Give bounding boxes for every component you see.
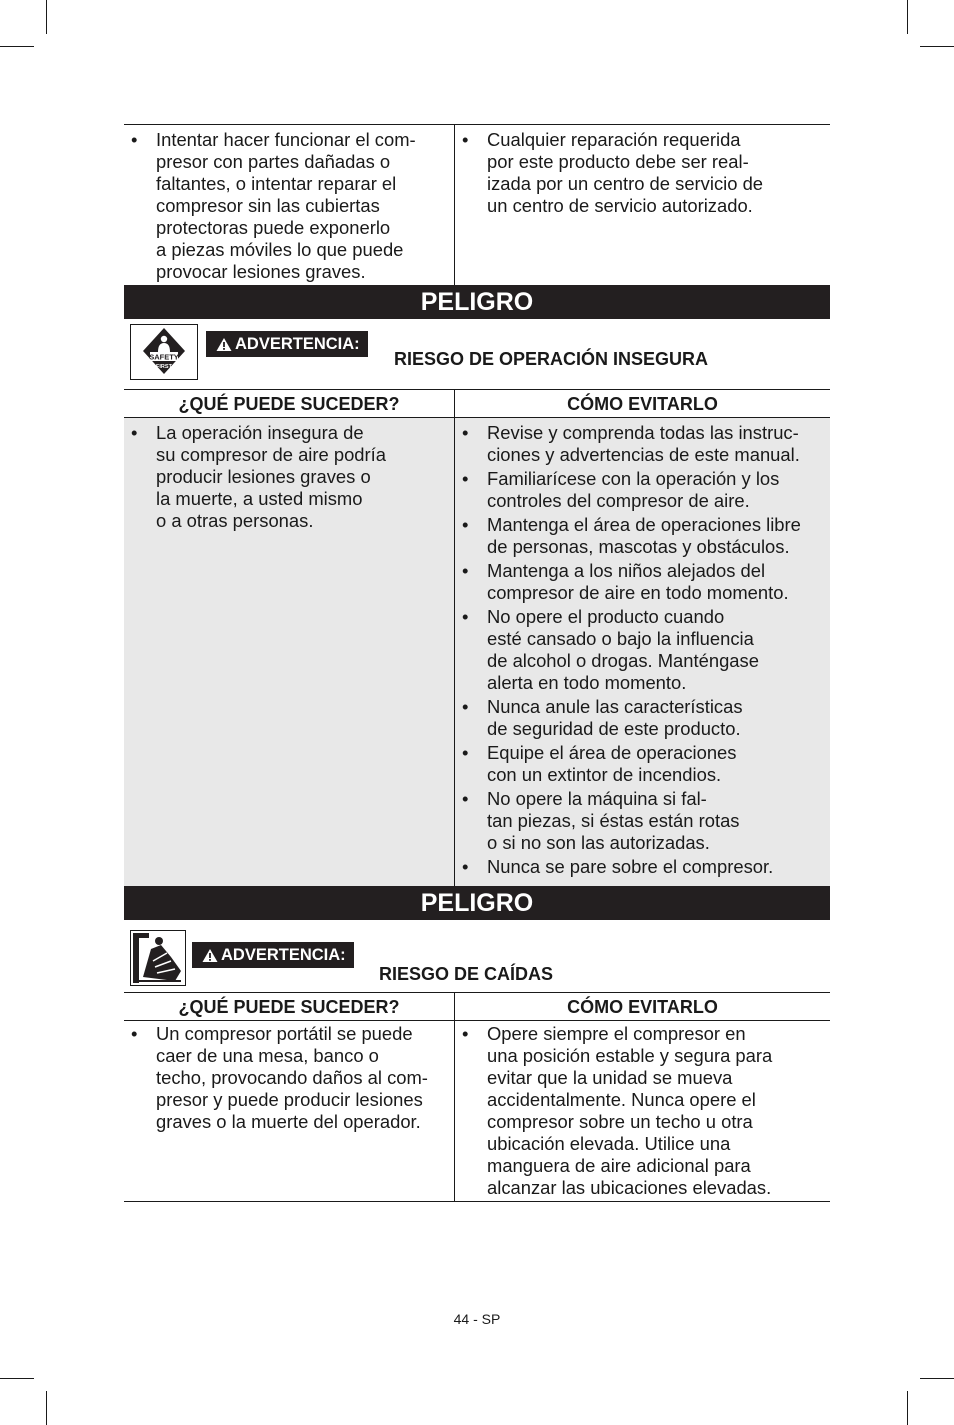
column-header: CÓMO EVITARLO	[567, 997, 718, 1017]
bullet-item: • No opere el producto cuando esté cansado o bajo la influencia de alcohol o drogas. Manténgase alerta en todo momento.	[455, 606, 830, 694]
bullet-item: • La operación insegura de su compresor de aire podría producir lesiones graves o la muerte, a usted mismo o a otras personas.	[124, 422, 454, 532]
advertencia-label: ADVERTENCIA:	[221, 946, 346, 964]
warning-row	[124, 319, 830, 389]
bullet-item: • Nunca anule las características de seguridad de este producto.	[455, 696, 830, 740]
crop-mark	[907, 1391, 908, 1425]
advertencia-badge	[206, 331, 368, 357]
what-can-happen-cell	[124, 418, 455, 886]
safety-first-icon	[130, 324, 198, 380]
continuation-table	[124, 124, 830, 285]
table-header	[124, 992, 830, 1021]
column-header: CÓMO EVITARLO	[567, 394, 718, 414]
bullet-list	[124, 129, 454, 283]
bullet-item: • Mantenga a los niños alejados del compresor de aire en todo momento.	[455, 560, 830, 604]
what-can-happen-cell	[124, 1021, 455, 1201]
bullet-list	[455, 422, 830, 878]
page-number: 44 - SP	[453, 1311, 501, 1327]
first-label: FIRST	[156, 364, 172, 370]
hazard-title: RIESGO DE OPERACIÓN INSEGURA	[394, 349, 709, 369]
bullet-list	[124, 422, 454, 532]
hazard-title: RIESGO DE CAÍDAS	[379, 964, 554, 984]
bullet-item: • Cualquier reparación requerida por este producto debe ser real- izada por un centro de servicio de un centro de servicio autorizado.	[455, 129, 830, 217]
bullet-item: • Opere siempre el compresor en una posición estable y segura para evitar que la unidad se mueva accidentalmente. Nunca opere el compresor sobre un techo u otra ubicación elevada. Utilice una manguera de aire adicional para alcanzar las ubicaciones elevadas.	[455, 1023, 830, 1199]
bullet-item: • Intentar hacer funcionar el com- presor con partes dañadas o faltantes, o intentar reparar el compresor sin las cubiertas protectoras puede exponerlo a piezas móviles lo que puede provocar lesiones graves.	[124, 129, 454, 283]
column-header: ¿QUÉ PUEDE SUCEDER?	[124, 993, 455, 1020]
falling-hazard-icon	[130, 930, 186, 986]
bullet-item: • Mantenga el área de operaciones libre de personas, mascotas y obstáculos.	[455, 514, 830, 558]
table-header	[124, 389, 830, 418]
bullet-list	[455, 129, 830, 217]
bullet-item: • No opere la máquina si fal- tan piezas, si éstas están rotas o si no son las autorizadas.	[455, 788, 830, 854]
how-to-avoid-cell	[455, 418, 830, 886]
how-to-avoid-cell	[455, 1021, 830, 1201]
bullet-item: • Un compresor portátil se puede caer de una mesa, banco o techo, provocando daños al com- presor y puede producir lesiones graves o la muerte del operador.	[124, 1023, 454, 1133]
crop-mark	[0, 46, 34, 47]
crop-mark	[0, 1378, 34, 1379]
advertencia-label: ADVERTENCIA:	[235, 335, 360, 353]
warning-triangle-icon	[202, 948, 218, 963]
bullet-list	[124, 1023, 454, 1133]
warning-row	[124, 920, 830, 992]
safety-content	[124, 124, 830, 1202]
crop-mark	[907, 0, 908, 34]
danger-banner: PELIGRO	[124, 886, 830, 920]
hazard-table-body	[124, 1021, 830, 1202]
bullet-item: • Nunca se pare sobre el compresor.	[455, 856, 830, 878]
bullet-item: • Equipe el área de operaciones con un extintor de incendios.	[455, 742, 830, 786]
bullet-list	[455, 1023, 830, 1199]
hazard-table-body	[124, 418, 830, 886]
crop-mark	[920, 46, 954, 47]
crop-mark	[46, 1391, 47, 1425]
bullet-item: • Revise y comprenda todas las instruc- ciones y advertencias de este manual.	[455, 422, 830, 466]
danger-banner: PELIGRO	[124, 285, 830, 319]
advertencia-badge	[192, 942, 354, 968]
bullet-item: • Familiarícese con la operación y los controles del compresor de aire.	[455, 468, 830, 512]
column-header: ¿QUÉ PUEDE SUCEDER?	[124, 390, 455, 417]
warning-triangle-icon	[216, 337, 232, 352]
crop-mark	[46, 0, 47, 34]
crop-mark	[920, 1378, 954, 1379]
what-can-happen-cell	[124, 125, 455, 285]
how-to-avoid-cell	[455, 125, 830, 285]
safety-label: SAFETY	[149, 352, 179, 362]
